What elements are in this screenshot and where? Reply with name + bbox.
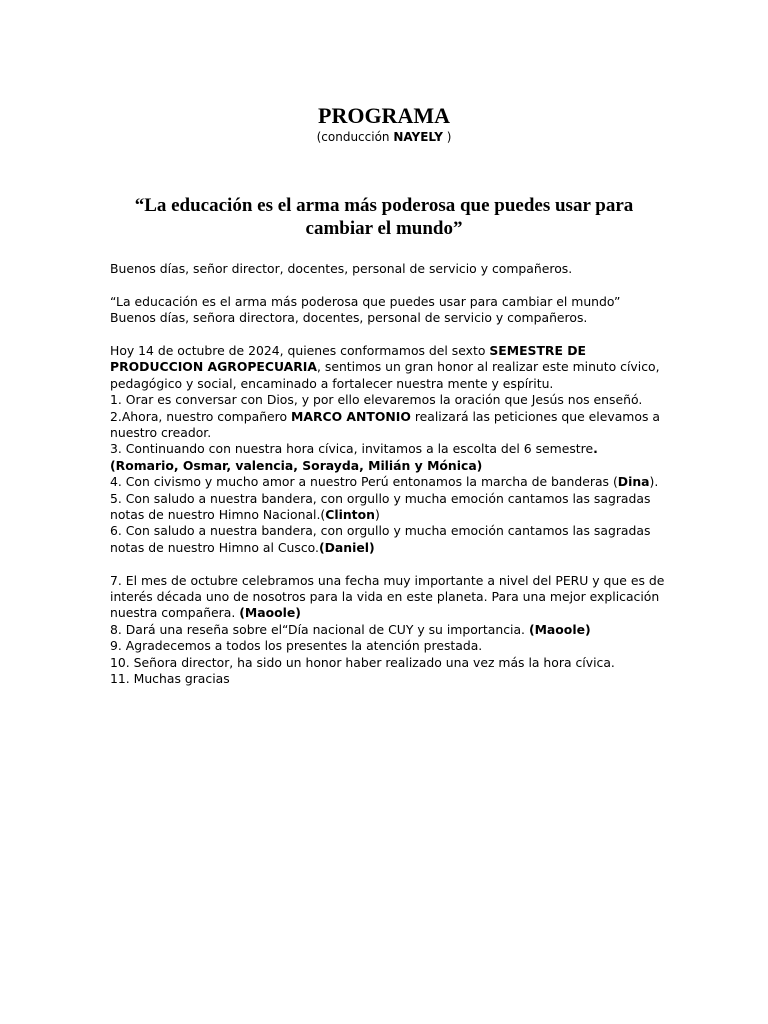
host-name: NAYELY (393, 130, 443, 144)
semester-name: SEMESTRE DE PRODUCCION AGROPECUARIA (110, 343, 587, 375)
document-body (110, 261, 666, 688)
spacer (110, 327, 666, 343)
step-text: 2.Ahora, nuestro compañero (110, 408, 292, 424)
participant-name: Clinton (325, 507, 375, 523)
participant-name: (Maoole) (239, 605, 301, 621)
step-text: 7. El mes de octubre celebramos una fecha muy importante a nivel del PERU y que es de interés década uno de nosotros para la vida en este planeta. Para una mejor explicación nuestra compañera. (110, 572, 665, 621)
featured-quote: “La educación es el arma más poderosa que puedes usar para cambiar el mundo” (134, 195, 634, 239)
step-1: 1. Orar es conversar con Dios, y por ello elevaremos la oración que Jesús nos enseñó. (110, 392, 643, 408)
step-text: 4. Con civismo y mucho amor a nuestro Perú entonamos la marcha de banderas ( (110, 474, 618, 490)
subtitle-prefix: (conducción (316, 130, 394, 144)
step-8 (110, 622, 666, 638)
step-5 (110, 491, 666, 524)
spacer (110, 277, 666, 293)
step-6 (110, 523, 666, 556)
step-2 (110, 409, 666, 442)
opening-paragraph (110, 343, 666, 392)
step-text: 5. Con saludo a nuestra bandera, con orgullo y mucha emoción cantamos las sagradas notas de nuestro Himno Nacional.( (110, 490, 651, 523)
opening-text: Hoy 14 de octubre de 2024, quienes conformamos del sexto (110, 343, 490, 358)
step-10: 10. Señora director, ha sido un honor haber realizado una vez más la hora cívica. (110, 654, 615, 670)
step-text: ) (374, 507, 380, 523)
participant-name: (Daniel) (318, 539, 375, 555)
step-11: 11. Muchas gracias (110, 671, 230, 687)
page-title: PROGRAMA (318, 103, 450, 128)
greeting-line: Buenos días, señor director, docentes, personal de servicio y compañeros. (110, 261, 573, 276)
step-text: realizará las peticiones que elevamos a nuestro creador. (110, 408, 660, 441)
step-text: 3. Continuando con nuestra hora cívica, invitamos a la escolta del 6 semestre (110, 441, 594, 457)
step-7 (110, 573, 666, 622)
opening-text-end: , sentimos un gran honor al realizar este minuto cívico, pedagógico y social, encaminado a fortalecer nuestra mente y espíritu. (110, 359, 660, 391)
step-9: 9. Agradecemos a todos los presentes la atención prestada. (110, 638, 483, 654)
subtitle-suffix: ) (442, 130, 452, 144)
step-3 (110, 441, 666, 474)
spacer (110, 556, 666, 572)
greeting-line-2: Buenos días, señora directora, docentes, personal de servicio y compañeros. (110, 310, 588, 326)
page-subtitle (0, 129, 768, 145)
participant-names: . (Romario, Osmar, valencia, Sorayda, Milián y Mónica) (110, 441, 598, 473)
step-text: ). (649, 474, 659, 490)
participant-name: MARCO ANTONIO (291, 408, 411, 424)
step-text: 6. Con saludo a nuestra bandera, con orgullo y mucha emoción cantamos las sagradas notas de nuestro Himno al Cusco. (110, 523, 651, 555)
step-text: 8. Dará una reseña sobre el“Día nacional de CUY y su importancia. (110, 621, 529, 637)
participant-name: Dina (617, 474, 650, 490)
step-4 (110, 474, 666, 490)
quote-line: “La educación es el arma más poderosa que puedes usar para cambiar el mundo” (110, 293, 621, 309)
participant-name: (Maoole) (528, 621, 591, 637)
